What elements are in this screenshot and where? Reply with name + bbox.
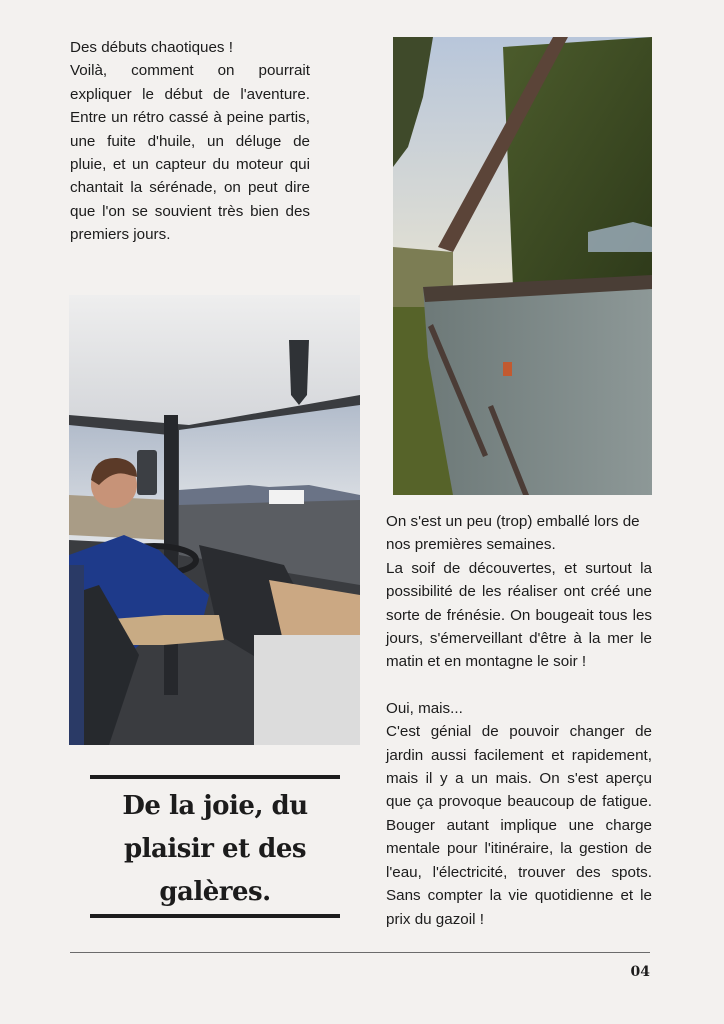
intro-title: Des débuts chaotiques ! bbox=[70, 39, 233, 56]
intro-text bbox=[70, 36, 310, 247]
paragraph-2-title: Oui, mais... bbox=[386, 699, 463, 717]
heading-line-2: plaisir et des bbox=[123, 834, 306, 864]
heading-line-3: galères. bbox=[159, 877, 271, 907]
footer-divider bbox=[70, 952, 650, 953]
heading-top-rule bbox=[90, 775, 340, 779]
paragraph-1-line-1: On s'est un peu (trop) emballé lors de nos premières semaines. bbox=[386, 513, 640, 554]
page-number: 04 bbox=[630, 964, 650, 980]
intro-body: Voilà, comment on pourrait expliquer le début de l'aventure. Entre un rétro cassé à peine partis, une fuite d'huile, un déluge de pluie, et un capteur du moteur qui chantait la sérénade, on peut dire que l'on se souvient très bien des premiers jours. bbox=[70, 62, 310, 244]
heading-line-1: De la joie, du bbox=[122, 791, 308, 821]
section-heading bbox=[90, 785, 340, 914]
bus-side-photo bbox=[393, 37, 652, 495]
heading-bottom-rule bbox=[90, 914, 340, 918]
right-column-text bbox=[386, 510, 652, 931]
paragraph-2-body: C'est génial de pouvoir changer de jardin aussi facilement et rapidement, mais il y a un mais. On s'est aperçu que ça provoque beaucoup de fatigue. Bouger autant implique une charge mentale pour l'itinéraire, la gestion de l'eau, l'électricité, trouver des spots. Sans compter la vie quotidienne et le prix du gazoil ! bbox=[386, 723, 652, 928]
paragraph-1-line-2: La soif de découvertes, et surtout la possibilité de les réaliser ont créé une sorte de frénésie. On bougeait tous les jours, s'émerveillant d'être à la mer le matin et en montagne le soir ! bbox=[386, 559, 652, 671]
bus-driver-photo bbox=[69, 295, 360, 745]
